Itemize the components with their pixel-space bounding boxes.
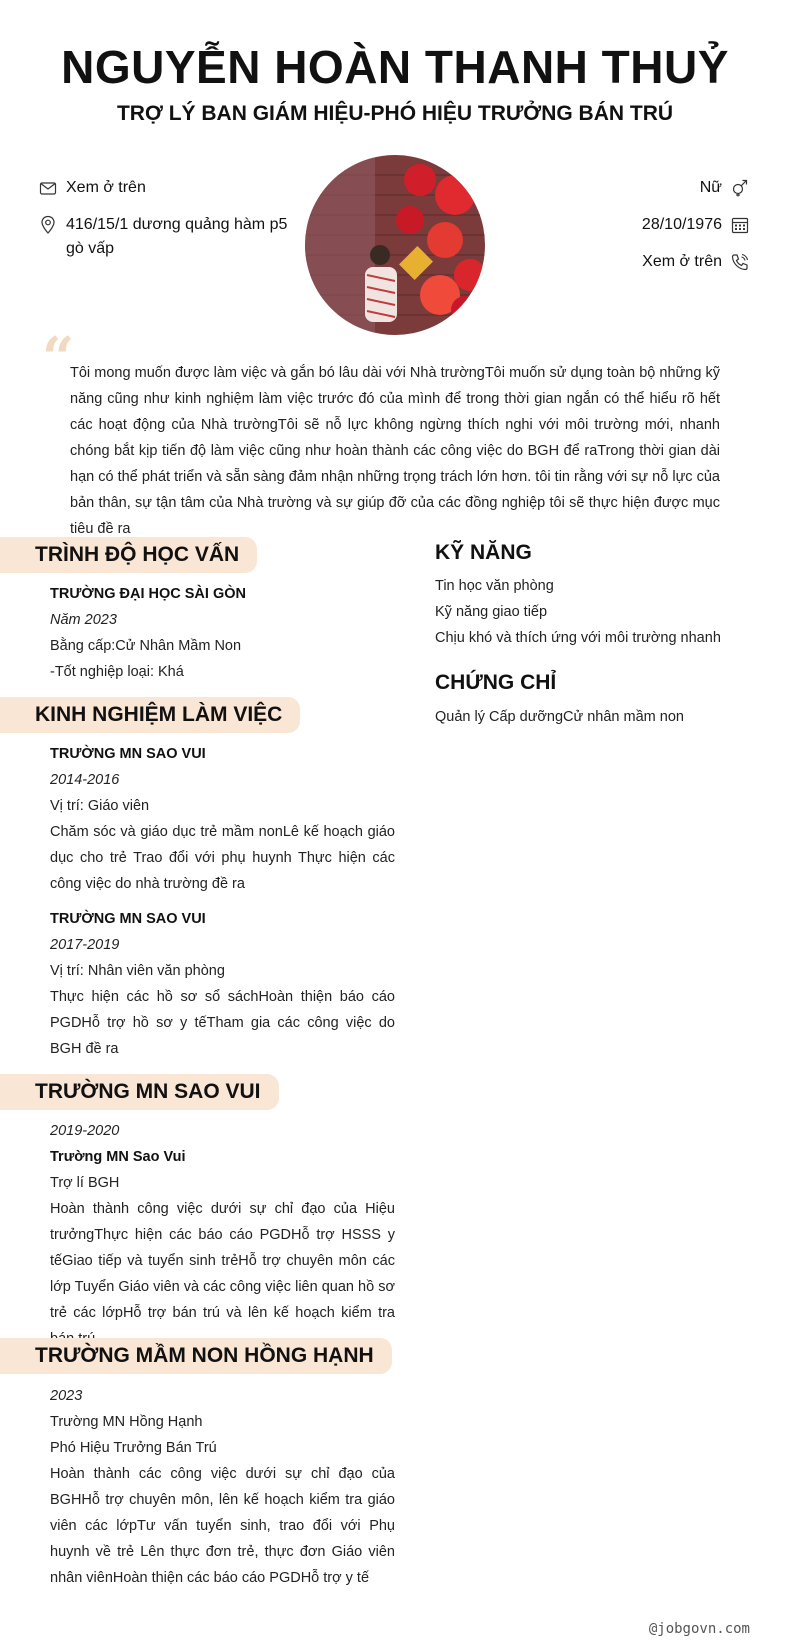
honghanh-org: Trường MN Hồng Hạnh bbox=[50, 1414, 203, 1430]
job-description: Chăm sóc và giáo dục trẻ mầm nonLê kế hoạch giáo dục cho trẻ Trao đổi với phụ huynh Thực hiện các công việc do nhà trường đề ra bbox=[50, 824, 395, 892]
saovui-period: 2019-2020 bbox=[50, 1123, 120, 1139]
contact-birthday bbox=[500, 213, 750, 237]
contact-address bbox=[38, 213, 298, 261]
contact-phone bbox=[500, 250, 750, 274]
job-position: Vị trí: Giáo viên bbox=[50, 798, 150, 814]
career-objective: Tôi mong muốn được làm việc và gắn bó lâu dài với Nhà trườngTôi muốn sử dụng toàn bộ những kỹ năng cũng như kinh nghiệm làm việc trước đó của mình để trong thời gian ngắn có thể hiểu rõ hết các hoạt động của Nhà trườngTôi sẽ nỗ lực không ngừng thích nghi với môi trường mới, nhanh chóng bắt kịp tiến độ làm việc cũng như hoàn thành các công việc do BGH để raTrong thời gian dài hạn có thể phát triển và sẵn sàng đảm nhận những trọng trách lớn hơn. tôi tin rằng với sự nỗ lực của bản thân, sự tận tâm của Nhà trường và sự giúp đỡ của các đồng nghiệp tôi sẽ thực hiện được mục tiêu đề ra bbox=[70, 365, 720, 537]
education-year: Năm 2023 bbox=[50, 612, 117, 628]
phone-value: Xem ở trên bbox=[642, 253, 722, 270]
certificates-heading: CHỨNG CHỈ bbox=[435, 671, 557, 694]
education-degree: Bằng cấp:Cử Nhân Mầm Non bbox=[50, 638, 242, 654]
job-title: TRỢ LÝ BAN GIÁM HIỆU-PHÓ HIỆU TRƯỞNG BÁN TRÚ bbox=[116, 102, 674, 125]
skills-heading: KỸ NĂNG bbox=[435, 541, 532, 564]
honghanh-role: Phó Hiệu Trưởng Bán Trú bbox=[50, 1440, 217, 1456]
skills-list bbox=[435, 573, 721, 651]
experience-heading: KINH NGHIỆM LÀM VIỆC bbox=[0, 697, 300, 733]
contact-email bbox=[38, 176, 298, 200]
honghanh-period: 2023 bbox=[50, 1388, 83, 1404]
saovui-heading: TRƯỜNG MN SAO VUI bbox=[0, 1074, 279, 1110]
education-heading: TRÌNH ĐỘ HỌC VẤN bbox=[0, 537, 257, 573]
saovui-entry bbox=[50, 1118, 395, 1352]
saovui-org: Trường MN Sao Vui bbox=[50, 1149, 186, 1165]
education-grade: -Tốt nghiệp loại: Khá bbox=[50, 664, 184, 680]
certificate-item: Quản lý Cấp dưỡngCử nhân mầm non bbox=[435, 709, 684, 725]
footer-brand: @jobgovn.com bbox=[648, 1621, 750, 1637]
education-school: TRƯỜNG ĐẠI HỌC SÀI GÒN bbox=[50, 586, 246, 602]
experience-entry bbox=[50, 741, 395, 897]
location-pin-icon bbox=[38, 213, 58, 237]
job-period: 2014-2016 bbox=[50, 772, 120, 788]
mail-icon bbox=[38, 176, 58, 200]
profile-photo bbox=[305, 155, 485, 335]
calendar-icon bbox=[730, 213, 750, 237]
skill-item: Tin học văn phòng bbox=[435, 578, 554, 594]
honghanh-heading: TRƯỜNG MẦM NON HỒNG HẠNH bbox=[0, 1338, 392, 1374]
contact-gender bbox=[500, 176, 750, 200]
phone-icon bbox=[730, 250, 750, 274]
education-entry bbox=[50, 581, 395, 685]
skill-item: Kỹ năng giao tiếp bbox=[435, 604, 548, 620]
gender-value: Nữ bbox=[699, 179, 722, 196]
saovui-description: Hoàn thành công việc dưới sự chỉ đạo của Hiệu trưởngThực hiện các báo cáo PGDHỗ trợ HSSS y tếGiao tiếp và tuyển sinh trẻHỗ trợ chuyên môn các lớp Tuyển Giáo viên và các công việc liên quan hồ sơ trẻ các lớpHỗ trợ bán trú và lên kế hoạch kiểm tra bbox=[50, 1201, 395, 1321]
experience-entry bbox=[50, 906, 395, 1062]
birthday-value: 28/10/1976 bbox=[641, 216, 722, 233]
email-value: Xem ở trên bbox=[66, 179, 146, 196]
job-position: Vị trí: Nhân viên văn phòng bbox=[50, 963, 225, 979]
honghanh-entry bbox=[50, 1383, 395, 1591]
job-company: TRƯỜNG MN SAO VUI bbox=[50, 911, 206, 927]
honghanh-description: Hoàn thành các công việc dưới sự chỉ đạo của BGHHỗ trợ chuyên môn, lên kế hoạch kiểm tra giáo viên các lớpTư vấn tuyển sinh, trao đổi với Phụ huynh về trẻ Lên thực đơn trẻ, thực đơn Giáo viên nhân viênHoàn thiện các báo cáo PGDHỗ trợ y tế bbox=[50, 1466, 395, 1586]
certificates-list bbox=[435, 704, 684, 730]
job-period: 2017-2019 bbox=[50, 937, 120, 953]
quote-icon: “ bbox=[42, 325, 75, 391]
candidate-name: NGUYỄN HOÀN THANH THUỶ bbox=[61, 41, 729, 93]
job-company: TRƯỜNG MN SAO VUI bbox=[50, 746, 206, 762]
gender-icon bbox=[730, 176, 750, 200]
saovui-role: Trợ lí BGH bbox=[50, 1175, 120, 1191]
address-value: 416/15/1 dương quảng hàm p5 gò vấp bbox=[66, 216, 288, 257]
skill-item: Chịu khó và thích ứng với môi trường nhanh bbox=[435, 630, 721, 646]
job-description: Thực hiện các hồ sơ sổ sáchHoàn thiện báo cáo PGDHỗ trợ hồ sơ y tếTham gia các công việc do BGH đề ra bbox=[50, 989, 395, 1057]
